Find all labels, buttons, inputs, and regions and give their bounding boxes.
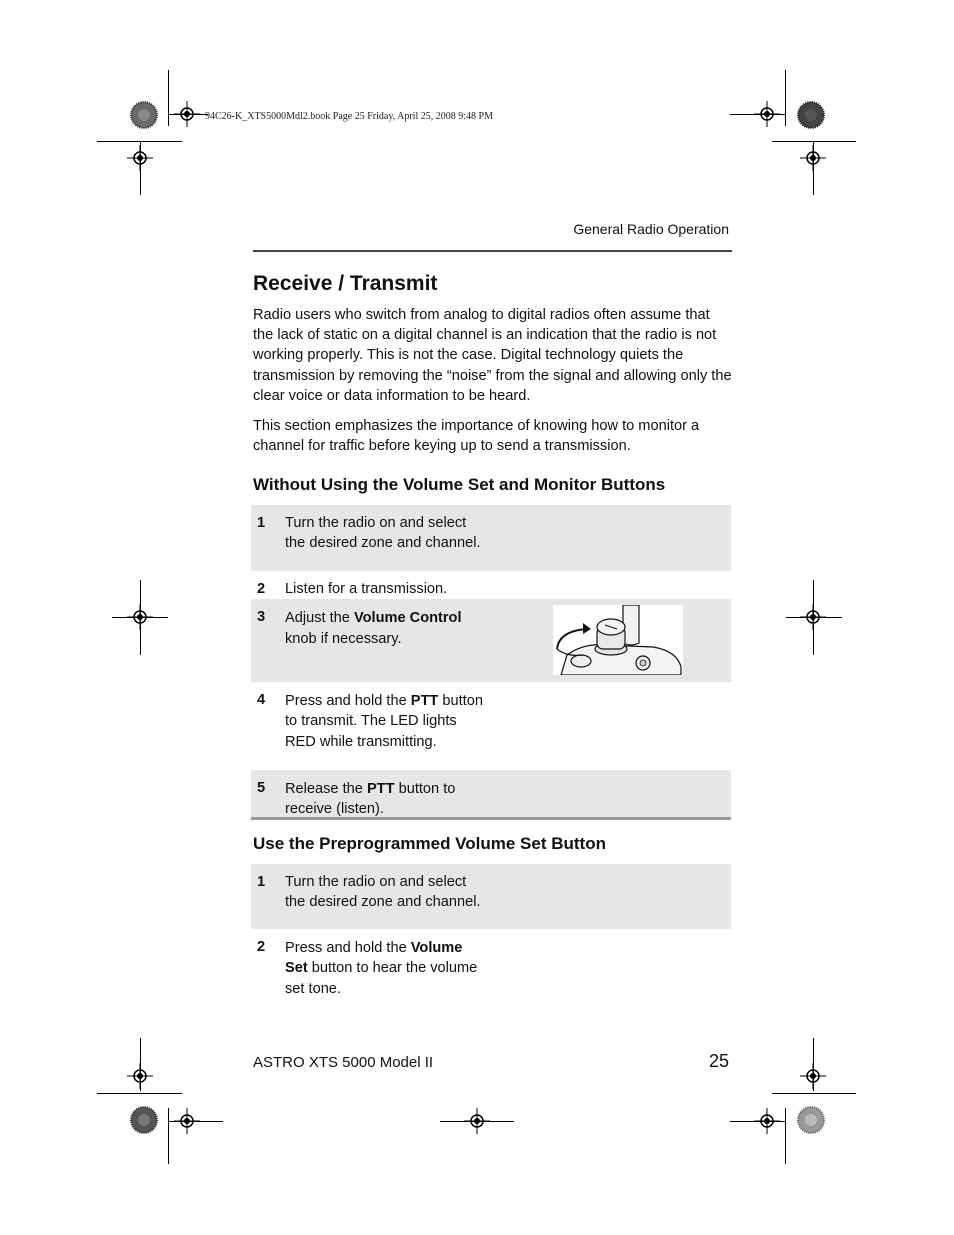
starburst-icon bbox=[797, 1106, 825, 1134]
running-head: General Radio Operation bbox=[573, 221, 729, 237]
starburst-icon bbox=[130, 1106, 158, 1134]
crop-line bbox=[772, 1093, 856, 1094]
procedure-steps bbox=[251, 505, 731, 817]
page-number: 25 bbox=[708, 1051, 729, 1071]
registration-mark-icon bbox=[174, 1108, 200, 1134]
step-number: 4 bbox=[257, 692, 266, 708]
step-row bbox=[251, 505, 731, 571]
intro-paragraph: This section emphasizes the importance of knowing how to monitor a channel for traffic before keying up to send a transmission. bbox=[253, 418, 700, 455]
step-text: Adjust the Volume Control knob if necessary. bbox=[285, 610, 462, 647]
intro-paragraph: Radio users who switch from analog to digital radios often assume that the lack of static on a digital channel is an indication that the radio is not working properly. This is not the case. Digital technology quiets the transmission by removing the “noise” from the signal and allowing only the clear voice or data information to be heard. bbox=[253, 307, 732, 404]
step-number: 5 bbox=[257, 780, 266, 796]
crop-line bbox=[168, 1108, 169, 1164]
section-heading: Without Using the Volume Set and Monitor Buttons bbox=[253, 475, 666, 494]
step-number: 3 bbox=[257, 609, 266, 625]
step-row bbox=[251, 599, 731, 682]
crop-line bbox=[785, 70, 786, 126]
registration-mark-icon bbox=[800, 1063, 826, 1089]
step-text: Turn the radio on and select the desired zone and channel. bbox=[285, 874, 481, 910]
step-number: 1 bbox=[257, 515, 266, 531]
registration-mark-icon bbox=[800, 604, 826, 630]
registration-mark-icon bbox=[754, 101, 780, 127]
step-row bbox=[251, 682, 731, 770]
step-row bbox=[251, 571, 731, 599]
crop-line bbox=[168, 70, 169, 126]
registration-mark-icon bbox=[127, 145, 153, 171]
procedure-steps bbox=[251, 864, 731, 999]
step-text: Release the PTT button to receive (listen). bbox=[285, 781, 456, 818]
step-text: Listen for a transmission. bbox=[285, 581, 448, 597]
step-row bbox=[251, 929, 731, 999]
registration-mark-icon bbox=[127, 604, 153, 630]
step-row bbox=[251, 864, 731, 929]
page-title: Receive / Transmit bbox=[253, 272, 438, 295]
crop-line bbox=[772, 141, 856, 142]
footer-product-name: ASTRO XTS 5000 Model II bbox=[253, 1054, 434, 1071]
step-text: Press and hold the Volume Set button to hear the volume set tone. bbox=[285, 940, 478, 997]
step-text: Turn the radio on and select the desired zone and channel. bbox=[285, 515, 481, 551]
starburst-icon bbox=[797, 101, 825, 129]
registration-mark-icon bbox=[464, 1108, 490, 1134]
section-heading: Use the Preprogrammed Volume Set Button bbox=[253, 834, 606, 853]
step-number: 1 bbox=[257, 874, 266, 890]
registration-mark-icon bbox=[800, 145, 826, 171]
header-rule bbox=[253, 250, 732, 252]
crop-line bbox=[785, 1108, 786, 1164]
step-number: 2 bbox=[257, 581, 266, 597]
step-row bbox=[251, 770, 731, 817]
registration-mark-icon bbox=[754, 1108, 780, 1134]
volume-knob-illustration bbox=[553, 605, 683, 675]
step-text: Press and hold the PTT button to transmit. The LED lights RED while transmitting. bbox=[285, 693, 483, 750]
registration-mark-icon bbox=[174, 101, 200, 127]
starburst-icon bbox=[130, 101, 158, 129]
step-number: 2 bbox=[257, 939, 266, 955]
crop-line bbox=[97, 1093, 182, 1094]
table-bottom-rule bbox=[251, 817, 731, 820]
registration-mark-icon bbox=[127, 1063, 153, 1089]
book-info-slug: 94C26-K_XTS5000Mdl2.book Page 25 Friday, April 25, 2008 9:48 PM bbox=[205, 111, 493, 122]
